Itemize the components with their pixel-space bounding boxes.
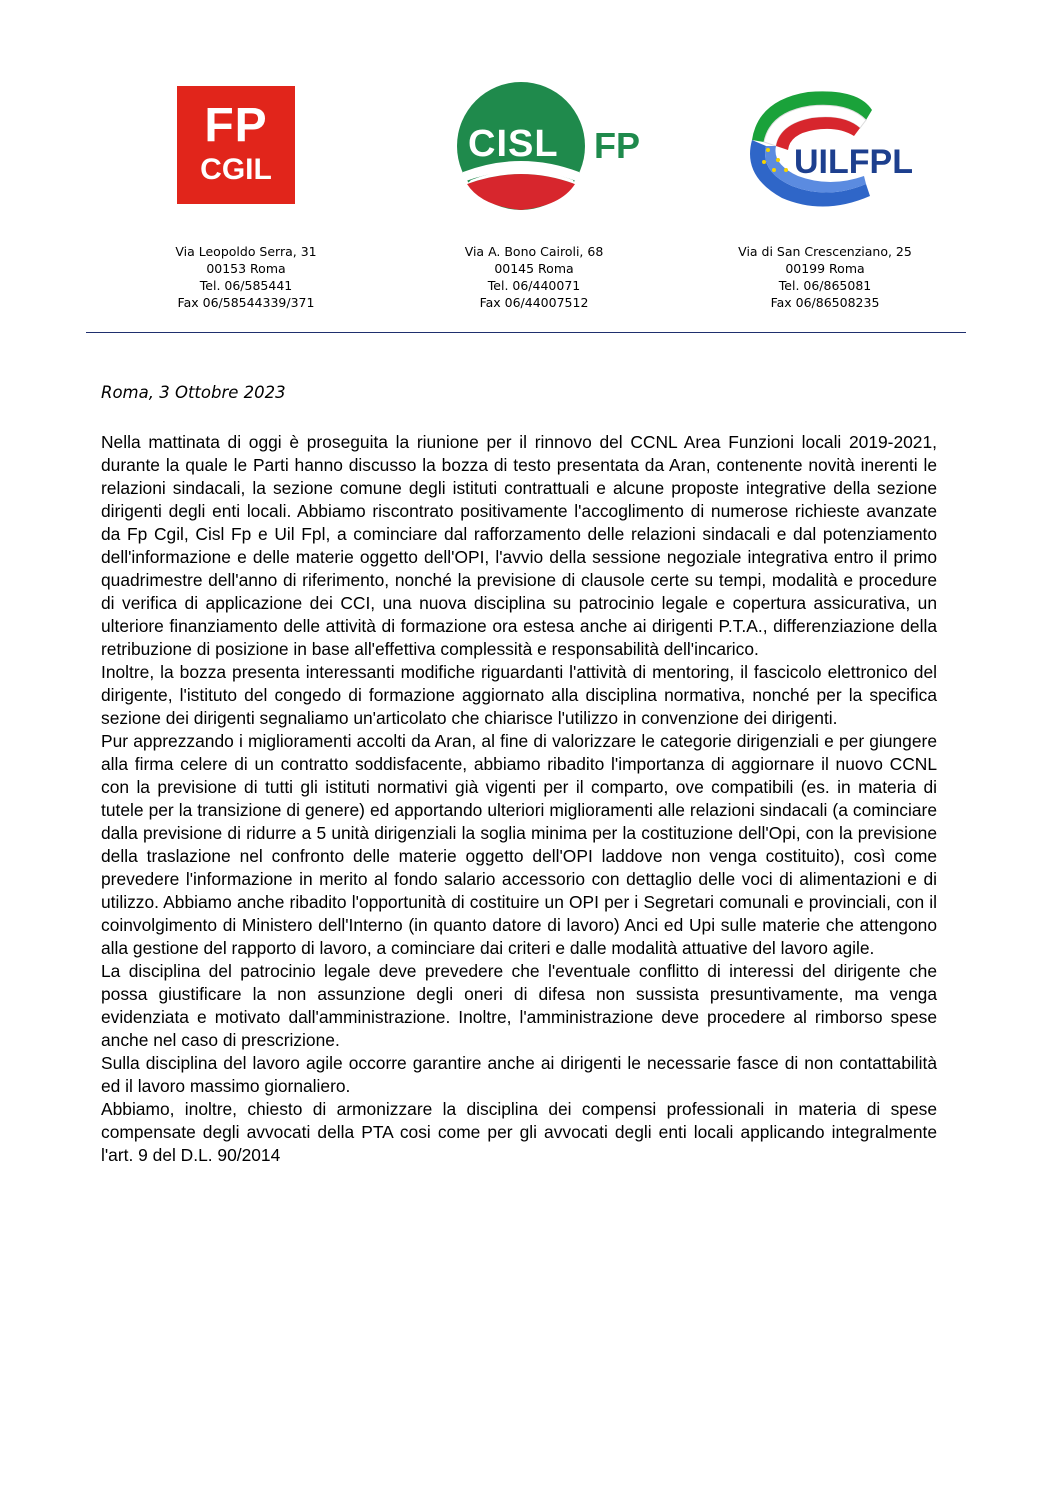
uilfpl-logo	[738, 80, 938, 220]
address-city: 00153 Roma	[206, 261, 286, 276]
address-fax: Fax 06/86508235	[770, 295, 880, 310]
address-street: Via A. Bono Cairoli, 68	[464, 244, 604, 259]
address-fp-cgil	[126, 243, 366, 311]
header-divider	[86, 332, 966, 333]
body-paragraph: Sulla disciplina del lavoro agile occorre garantire anche ai dirigenti le necessarie fasce di non contattabilità ed il lavoro massimo giornaliero.	[101, 1053, 937, 1096]
cisl-logo-suffix: FP	[594, 125, 641, 166]
uil-logo-name: UILFPL	[794, 143, 913, 181]
body-paragraph: Nella mattinata di oggi è proseguita la riunione per il rinnovo del CCNL Area Funzioni locali 2019-2021, durante la quale le Parti hanno discusso la bozza di testo presentata da Aran, contenente novità inerenti le relazioni sindacali, la sezione comune degli istituti contrattuali e alcune proposte integrative della sezione dirigenti degli enti locali. Abbiamo riscontrato positivamente l'accoglimento di numerose richieste avanzate da Fp Cgil, Cisl Fp e Uil Fpl, a cominciare dal rafforzamento delle relazioni sindacali e dal potenziamento dell'informazione e delle materie oggetto dell'OPI, l'avvio della sessione negoziale integrativa entro il primo quadrimestre dell'anno di riferimento, nonché la previsione di clausole certe su tempi, modalità e procedure di verifica di applicazione dei CCI, una nuova disciplina su patrocinio legale e copertura assicurativa, un ulteriore finanziamento delle attività di formazione ora estesa anche ai dirigenti P.T.A., differenziazione della retribuzione di posizione in base all'effettiva complessità e responsabilità dell'incarico.	[101, 432, 937, 659]
address-tel: Tel. 06/865081	[778, 278, 872, 293]
fp-cgil-logo-line2: CGIL	[200, 153, 272, 186]
address-tel: Tel. 06/440071	[487, 278, 581, 293]
body-paragraph: La disciplina del patrocinio legale deve prevedere che l'eventuale conflitto di interessi del dirigente che possa giustificare la non assunzione degli oneri di difesa non sussista presuntivamente, ma venga evidenziata e motivato dall'amministrazione. Inoltre, l'amministrazione deve procedere al rimborso spese anche nel caso di prescrizione.	[101, 961, 937, 1050]
fp-cgil-logo	[177, 86, 295, 204]
address-fax: Fax 06/44007512	[479, 295, 589, 310]
cisl-fp-logo	[455, 80, 655, 220]
body-paragraph: Abbiamo, inoltre, chiesto di armonizzare la disciplina dei compensi professionali in materia di spese compensate degli avvocati della PTA cosi come per gli avvocati degli enti locali applicando integralmente l'art. 9 del D.L. 90/2014	[101, 1099, 937, 1165]
address-fax: Fax 06/58544339/371	[177, 295, 315, 310]
body-paragraph: Inoltre, la bozza presenta interessanti modifiche riguardanti l'attività di mentoring, il fascicolo elettronico del dirigente, l'istituto del congedo di formazione aggiornato alla disciplina normativa, nonché per la specifica sezione dei dirigenti segnaliamo un'articolato che chiarisce l'utilizzo in convenzione dei dirigenti.	[101, 662, 937, 728]
body-paragraph: Pur apprezzando i miglioramenti accolti da Aran, al fine di valorizzare le categorie dirigenziali e per giungere alla firma celere di un contratto soddisfacente, abbiamo ribadito l'importanza di aggiornare il nuovo CCNL con la previsione di tutti gli istituti normativi già vigenti per il comparto, ove compatibili (es. in materia di tutele per la transizione di genere) ed apportando ulteriori miglioramenti alle relazioni sindacali (a cominciare dalla previsione di ridurre a 5 unità dirigenziali la soglia minima per la costituzione dell'Opi, con la previsione della traslazione nel confronto delle materie oggetto dell'OPI laddove non venga costituito), così come prevedere l'informazione in merito al fondo salario accessorio con dettaglio delle voci di alimentazioni e di utilizzo. Abbiamo anche ribadito l'opportunità di costituire un OPI per i Segretari comunali e provinciali, con il coinvolgimento di Ministero dell'Interno (in quanto datore di lavoro) Anci ed Upi sulle materie che attengono alla gestione del rapporto di lavoro, a cominciare dai criteri e dalle modalità attuative del lavoro agile.	[101, 731, 937, 958]
address-tel: Tel. 06/585441	[199, 278, 293, 293]
address-street: Via Leopoldo Serra, 31	[175, 244, 317, 259]
cisl-logo-name: CISL	[468, 123, 559, 165]
address-street: Via di San Crescenziano, 25	[738, 244, 912, 259]
address-cisl-fp	[414, 243, 654, 311]
address-city: 00145 Roma	[494, 261, 574, 276]
address-uil-fpl	[705, 243, 945, 311]
address-city: 00199 Roma	[785, 261, 865, 276]
document-body	[101, 431, 937, 1167]
fp-cgil-logo-line1: FP	[204, 99, 268, 152]
document-date: Roma, 3 Ottobre 2023	[101, 383, 286, 402]
logo-header	[0, 80, 1058, 230]
